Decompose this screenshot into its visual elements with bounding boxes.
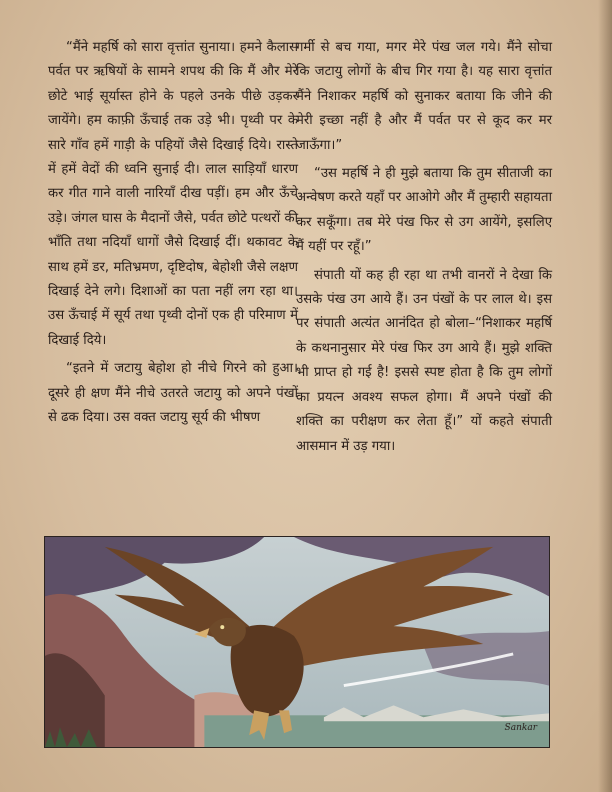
right-paragraph-1: गर्मी से बच गया, मगर मेरे पंख जल गये। मैंने सोचा कि जटायु लोगों के बीच गिर गया है। यह सारा वृत्तांत मैंने निशाकर महर्षि को सुनाकर बताया कि जीने की मेरी इच्छा नहीं है और मैं पर्वत पर से कूद कर मर जाऊँगा।” [296,40,552,153]
right-text-column [296,36,552,463]
left-text-column [48,36,298,435]
artist-signature: Sankar [504,723,537,733]
eagle-illustration [44,536,550,748]
right-paragraph-3: संपाती यों कह ही रहा था तभी वानरों ने देखा कि उसके पंख उग आये हैं। उन पंखों के पर लाल थे। इस पर संपाती अत्यंत आनंदित हो बोला–“निशाकर महर्षि के कथनानुसार मेरे पंख फिर उग आये हैं। मुझे शक्ति भी प्राप्त हो गई है! इससे स्पष्ट होता है कि तुम लोगों का प्रयत्न अवश्य सफल होगा। मैं अपने पंखों की शक्ति का परीक्षण कर लेता हूँ।” यों कहते संपाती आसमान में उड़ गया। [296,267,552,454]
left-paragraph-1: “मैंने महर्षि को सारा वृत्तांत सुनाया। हमने कैलास पर्वत पर ऋषियों के सामने शपथ की कि मैं और मेरे छोटे भाई सूर्यास्त होने के पहले उनके पीछे उड़कर जायेंगे। हम काफ़ी ऊँचाई तक उड़े भी। पृथ्वी पर के सारे गाँव हमें गाड़ी के पहियों जैसे दिखाई दिये। रास्ते में हमें वेदों की ध्वनि सुनाई दी। लाल साड़ियाँ धारण कर गीत गाने वाली नारियाँ दीख पड़ीं। हम और ऊँचे उड़े। जंगल घास के मैदानों जैसे, पर्वत छोटे पत्थरों की भाँति तथा नदियाँ धागों जैसे दिखाई दीं। थकावट के साथ हमें डर, मतिभ्रमण, दृष्टिदोष, बेहोशी जैसे लक्षण दिखाई देने लगे। दिशाओं का पता नहीं लग रहा था। उस ऊँचाई में सूर्य तथा पृथ्वी दोनों एक ही परिमाण में दिखाई दिये। [48,40,298,348]
eagle-eye [220,625,224,629]
right-paragraph-2: “उस महर्षि ने ही मुझे बताया कि तुम सीताजी का अन्वेषण करते यहाँ पर आओगे और मैं तुम्हारी सहायता कर सकूँगा। तब मेरे पंख फिर से उग आयेंगे, इसलिए मैं यहीं पर रहूँ।” [296,166,552,255]
illustration-svg [45,537,549,747]
page-edge-shadow [598,0,612,792]
left-paragraph-2: “इतने में जटायु बेहोश हो नीचे गिरने को हुआ। दूसरे ही क्षण मैंने नीचे उतरते जटायु को अपने पंखों से ढक दिया। उस वक्त जटायु सूर्य की भीषण [48,361,298,426]
